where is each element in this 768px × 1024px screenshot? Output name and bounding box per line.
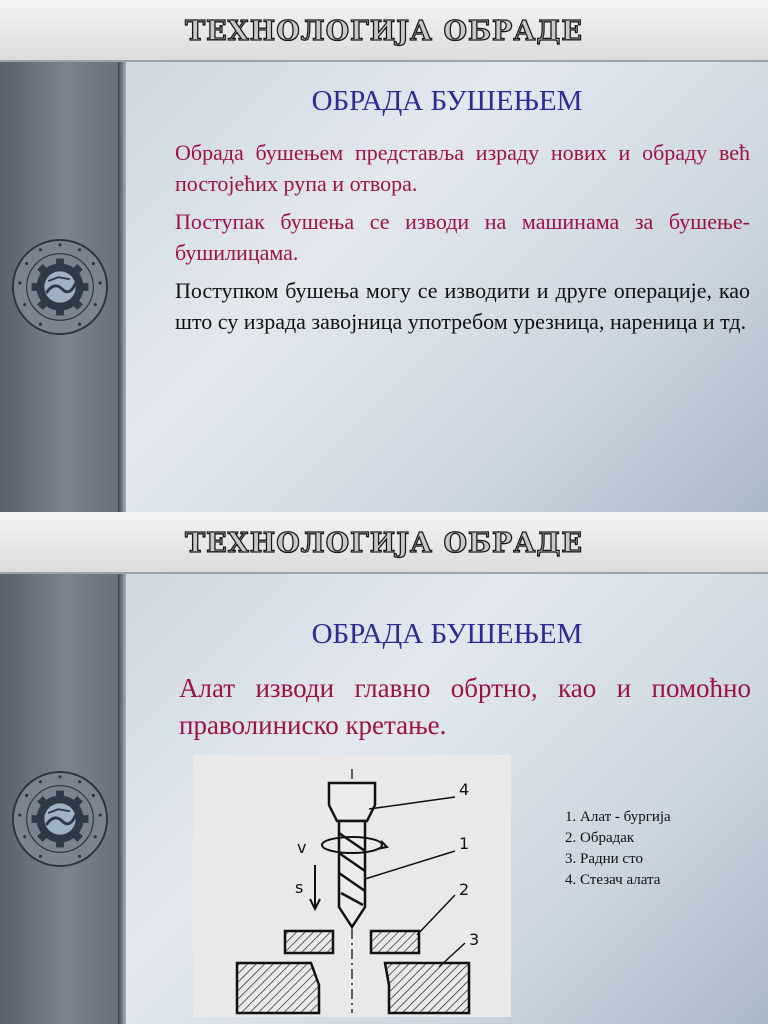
slide-2 <box>0 512 768 1024</box>
workpiece-left <box>285 931 333 953</box>
banner-title: ТЕХНОЛОГИЈА ОБРАДЕ <box>185 528 583 559</box>
banner-title: ТЕХНОЛОГИЈА ОБРАДЕ <box>185 16 583 47</box>
figure-label-s: s <box>295 878 304 897</box>
paragraph-1: Алат изводи главно обртно, као и помоћно праволиниско кретање. <box>179 673 751 740</box>
title-banner <box>0 512 768 574</box>
workpiece-right <box>371 931 419 953</box>
table-left <box>237 963 319 1013</box>
paragraph-2: Поступак бушења се изводи на машинама за бушење-бушилицама. <box>175 209 750 265</box>
slide-heading: ОБРАДА БУШЕЊЕМ <box>311 85 583 117</box>
figure-label-3: 3 <box>469 930 480 949</box>
tool-holder-shape <box>329 783 375 821</box>
legend-item: 3. Радни сто <box>565 851 643 867</box>
figure-label-v: v <box>297 838 307 857</box>
figure-label-1: 1 <box>459 834 470 853</box>
sidebar-divider <box>118 574 126 1024</box>
legend-item: 2. Обрадак <box>565 830 635 846</box>
table-right <box>385 963 469 1013</box>
school-gear-logo-icon <box>11 238 109 336</box>
sidebar-divider <box>118 62 126 512</box>
figure-label-4: 4 <box>459 780 470 799</box>
paragraph-3: Поступком бушења могу се изводити и друге операције, као што су израда завојница употребом урезница, нареница и тд. <box>175 278 750 334</box>
legend-item: 4. Стезач алата <box>565 872 661 888</box>
drilling-diagram <box>193 755 511 1017</box>
title-banner <box>0 0 768 62</box>
legend-item: 1. Алат - бургија <box>565 809 671 825</box>
paragraph-1: Обрада бушењем представља израду нових и обраду већ постојећих рупа и отвора. <box>175 140 750 196</box>
figure-label-2: 2 <box>459 880 470 899</box>
figure-legend <box>565 807 671 891</box>
school-gear-logo-icon <box>11 770 109 868</box>
slide-heading: ОБРАДА БУШЕЊЕМ <box>311 618 583 650</box>
